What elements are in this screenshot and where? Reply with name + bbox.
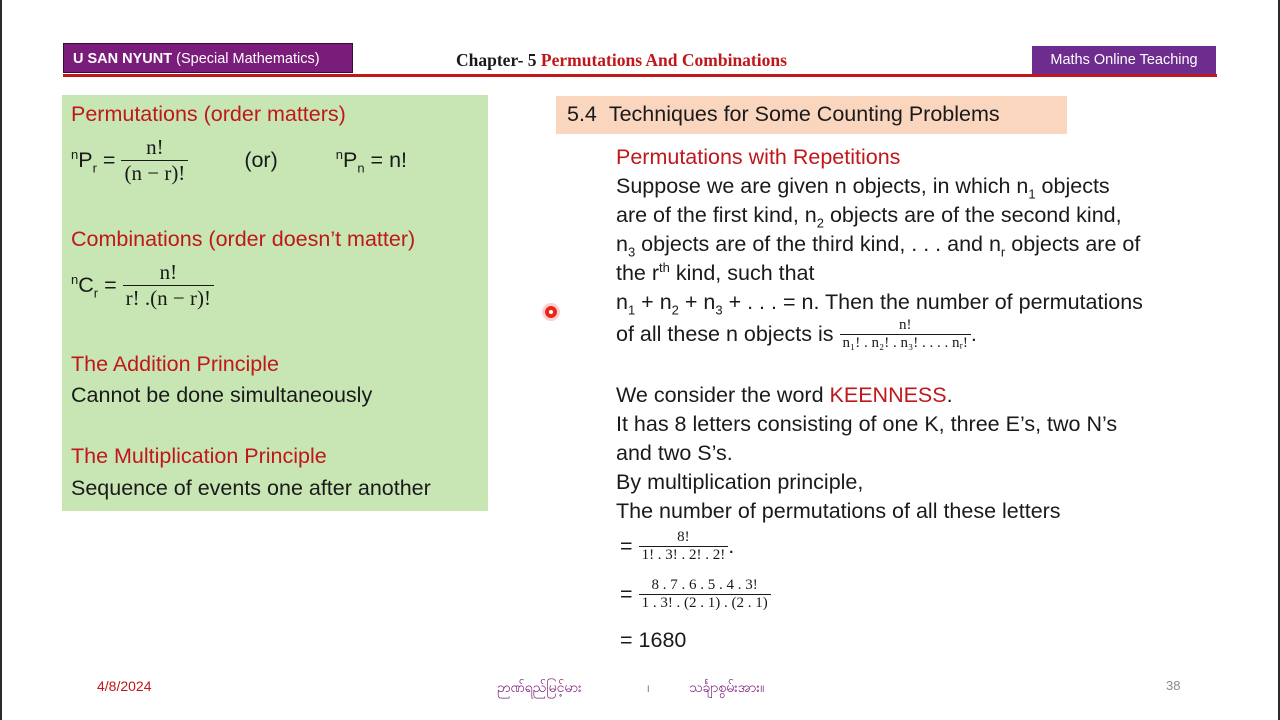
page-number: 38 (1166, 678, 1181, 693)
body-line-5: $n_1 + n_2 + n_3$ + . . . = n. Then the number of permutations (616, 290, 1143, 318)
repetition-formula: $\frac{n!}{\text{n₁! . n₂! . n₃! . . . . nᵣ!}}$ (840, 317, 971, 352)
body-line-4: the $r^{th}$ kind, such that (616, 259, 815, 285)
perm-lhs: $^nP_r$ (71, 146, 97, 176)
body-line-3: $n_3$ objects are of the third kind, . . . and $n_r$ objects are of (616, 232, 1141, 260)
permutations-title: Permutations (order matters) (71, 102, 346, 126)
section-number: 5.4 (567, 102, 597, 126)
subtitle: Permutations with Repetitions (616, 145, 901, 169)
body-line-6: of all these n objects is $\frac{n!}{\text{n₁! . n₂! . n₃! . . . . nᵣ!}}$ . (616, 317, 977, 351)
footer-separator: ၊ (647, 679, 650, 695)
chapter-title: Permutations And Combinations (540, 50, 787, 70)
result: = 1680 (620, 628, 687, 652)
perm-alt: $^nP_n = n$! (335, 146, 408, 176)
calculation-step-1: = $\frac{8!}{1! . 3! . 2! . 2!}$ . (620, 529, 735, 563)
chapter-heading (456, 50, 787, 71)
laser-pointer (545, 306, 557, 318)
example-line-5: The number of permutations of all these letters (616, 499, 1061, 523)
section-heading (567, 102, 1000, 127)
channel-badge: Maths Online Teaching (1032, 46, 1216, 74)
footer-motto-a: ဉာဏ်ရည်မြင့်မား (497, 679, 582, 695)
author-badge (63, 43, 353, 73)
combinations-title: Combinations (order doesn’t matter) (71, 227, 416, 251)
addition-principle-text: Cannot be done simultaneously (71, 383, 373, 407)
calc1-fraction: $\frac{8!}{1! . 3! . 2! . 2!}$ (639, 529, 729, 564)
body-line-2: are of the first kind, $n_2$ objects are of the second kind, (616, 203, 1122, 231)
or-text: (or) (244, 148, 278, 172)
chapter-label: Chapter- 5 (456, 50, 537, 70)
multiplication-principle-title: The Multiplication Principle (71, 444, 327, 468)
permutation-formula: $^nP_r$ = $\frac{n!}{(n - r)!}$ (or) $^nP_n = n$! (71, 135, 408, 185)
multiplication-principle-text: Sequence of events one after another (71, 476, 431, 500)
header-rule (63, 74, 1217, 77)
left-border (0, 0, 2, 720)
example-word: KEENNESS (829, 383, 947, 407)
perm-fraction: $\frac{n!}{(n - r)!}$ (121, 135, 188, 186)
author-name: U SAN NYUNT (73, 51, 173, 67)
combination-formula: $^nC_r$ = $\frac{n!}{r! .(n - r)!}$ (71, 260, 214, 311)
addition-principle-title: The Addition Principle (71, 352, 279, 376)
author-role: (Special Mathematics) (176, 51, 320, 67)
calculation-step-2: = $\frac{8 . 7 . 6 . 5 . 4 . 3!}{1 . 3! . (2 . 1) . (2 . 1)}$ (620, 577, 771, 612)
comb-lhs: $^nC_r$ (71, 271, 99, 301)
footer-date: 4/8/2024 (97, 678, 152, 694)
calc2-fraction: $\frac{8 . 7 . 6 . 5 . 4 . 3!}{1 . 3! . (2 . 1) . (2 . 1)}$ (639, 577, 771, 612)
example-line-3: and two S’s. (616, 441, 733, 465)
example-intro: We consider the word KEENNESS. (616, 383, 953, 407)
comb-fraction: $\frac{n!}{r! .(n - r)!}$ (123, 260, 214, 311)
body-line-1: Suppose we are given n objects, in which $n_1$ objects (616, 174, 1110, 202)
example-line-2: It has 8 letters consisting of one K, three E’s, two N’s (616, 412, 1118, 436)
footer-motto-b: သင်္ချာစွမ်းအား။ (689, 679, 765, 695)
example-line-4: By multiplication principle, (616, 470, 864, 494)
section-title: Techniques for Some Counting Problems (608, 102, 1000, 126)
